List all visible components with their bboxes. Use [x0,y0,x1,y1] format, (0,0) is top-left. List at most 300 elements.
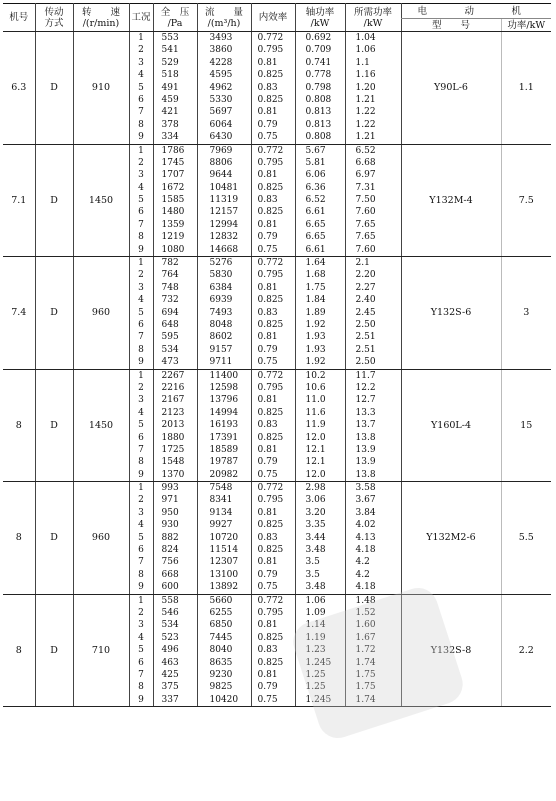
table-cell: 10.6 [305,382,326,393]
table-cell: 7 [138,107,144,118]
table-cell: 12.1 [305,444,326,455]
table-cell: 1.64 [305,258,326,269]
table-body [3,32,551,707]
table-cell: 0.772 [257,370,284,381]
table-cell: 3.58 [355,483,376,494]
table-cell: 1548 [161,457,185,468]
table-cell: 0.772 [257,145,284,156]
table-cell: 6.52 [355,145,376,156]
table-cell: 7.65 [355,219,376,230]
table-cell: 4 [138,182,144,193]
table-cell: 7.31 [355,182,376,193]
table-cell: 12.0 [305,469,326,480]
pressure-list [153,144,197,257]
table-cell: 0.825 [257,94,284,105]
table-cell: 13.8 [355,432,376,443]
motor-power-cell: 15 [501,369,551,482]
table-cell: 1.75 [355,669,376,680]
table-cell: 3493 [209,33,233,43]
table-cell: 6 [138,545,144,556]
table-cell: 9644 [209,170,233,181]
table-cell: 5 [138,195,144,206]
table-cell: 668 [161,569,179,580]
table-cell: 0.81 [257,444,278,455]
table-cell: 11400 [209,370,239,381]
table-cell: 473 [161,357,179,368]
table-row [3,257,551,370]
table-cell: 4.2 [355,557,370,568]
table-cell: 7969 [209,145,233,156]
table-cell: 8 [138,569,144,580]
table-cell: 6939 [209,295,233,306]
table-cell: 950 [161,507,179,518]
table-cell: 1359 [161,219,185,230]
table-cell: 1.84 [305,295,326,306]
fan-performance-sheet [3,3,551,707]
table-cell: 4 [138,632,144,643]
table-cell: 5276 [209,258,233,269]
table-cell: 0.825 [257,182,284,193]
shaft-power-list [295,257,345,370]
fan-performance-table [3,3,551,707]
table-cell: 1 [138,33,144,43]
table-cell: 2.20 [355,270,376,281]
table-cell: 732 [161,295,179,306]
table-cell: 8602 [209,332,233,343]
table-cell: 1.52 [355,607,376,618]
table-cell: 0.692 [305,33,332,43]
table-cell: 1.14 [305,620,326,631]
header-condition: 工况 [129,4,153,32]
condition-list [129,369,153,482]
table-cell: 491 [161,82,179,93]
table-cell: 1 [138,370,144,381]
drive-cell: D [35,594,73,707]
table-cell: 0.83 [257,645,278,656]
table-cell: 764 [161,270,179,281]
drive-cell: D [35,257,73,370]
table-cell: 0.79 [257,232,278,243]
table-cell: 1.21 [355,132,376,143]
pressure-list [153,369,197,482]
table-cell: 1.245 [305,657,332,668]
motor-power-cell: 3 [501,257,551,370]
table-cell: 4.2 [355,569,370,580]
motor-power-cell: 5.5 [501,482,551,595]
table-cell: 0.795 [257,495,284,506]
table-cell: 7 [138,669,144,680]
table-cell: 1.20 [355,82,376,93]
table-cell: 756 [161,557,179,568]
table-cell: 6 [138,207,144,218]
table-cell: 694 [161,307,179,318]
table-cell: 0.75 [257,357,278,368]
speed-cell: 710 [73,594,129,707]
table-cell: 3.35 [305,520,326,531]
table-cell: 2167 [161,395,185,406]
table-cell: 3.44 [305,532,326,543]
table-cell: 1.25 [305,682,326,693]
table-cell: 5.81 [305,157,326,168]
table-cell: 1370 [161,469,185,480]
speed-cell: 1450 [73,369,129,482]
table-cell: 1.93 [305,332,326,343]
table-cell: 1672 [161,182,185,193]
table-cell: 4.02 [355,520,376,531]
table-cell: 5660 [209,595,233,606]
table-cell: 19787 [209,457,239,468]
drive-cell: D [35,369,73,482]
table-cell: 1.92 [305,319,326,330]
table-cell: 0.741 [305,57,332,68]
table-cell: 8635 [209,657,233,668]
table-cell: 10420 [209,694,239,705]
header-model: 机号 [3,4,35,32]
table-row [3,369,551,482]
table-cell: 2.51 [355,332,376,343]
table-cell: 11.9 [305,420,326,431]
table-cell: 0.825 [257,207,284,218]
table-cell: 2.50 [355,319,376,330]
flow-list [197,482,251,595]
table-row [3,594,551,707]
drive-cell: D [35,482,73,595]
shaft-power-list [295,482,345,595]
table-cell: 2.40 [355,295,376,306]
table-cell: 6 [138,94,144,105]
table-cell: 3 [138,282,144,293]
model-cell: 7.1 [3,144,35,257]
table-cell: 6064 [209,119,233,130]
table-cell: 3 [138,170,144,181]
table-cell: 1745 [161,157,185,168]
table-cell: 1725 [161,444,185,455]
table-cell: 5 [138,420,144,431]
table-cell: 13.9 [355,457,376,468]
table-cell: 13796 [209,395,239,406]
table-cell: 7.60 [355,244,376,255]
table-cell: 0.79 [257,119,278,130]
table-cell: 6.97 [355,170,376,181]
table-cell: 0.75 [257,694,278,705]
table-cell: 8806 [209,157,233,168]
table-cell: 1.92 [305,357,326,368]
flow-list [197,32,251,145]
table-cell: 3.5 [305,569,320,580]
table-cell: 0.825 [257,657,284,668]
table-cell: 13.8 [355,469,376,480]
drive-cell: D [35,144,73,257]
table-cell: 7 [138,444,144,455]
table-cell: 534 [161,620,179,631]
table-cell: 5697 [209,107,233,118]
table-cell: 4.13 [355,532,376,543]
table-cell: 18589 [209,444,239,455]
header-motor-type: 型 号 [401,19,501,32]
table-cell: 1.04 [355,33,376,43]
efficiency-list [251,594,295,707]
drive-cell: D [35,32,73,145]
header-motor-power: 功率/kW [501,19,551,32]
table-cell: 421 [161,107,179,118]
table-cell: 5 [138,307,144,318]
table-cell: 0.83 [257,420,278,431]
table-cell: 9 [138,244,144,255]
efficiency-list [251,257,295,370]
table-cell: 2 [138,382,144,393]
table-cell: 0.825 [257,432,284,443]
table-cell: 1.93 [305,344,326,355]
table-cell: 12832 [209,232,239,243]
table-cell: 8 [138,682,144,693]
table-cell: 1.75 [355,682,376,693]
header-pressure: 全 压 /Pa [153,4,197,32]
model-cell: 8 [3,594,35,707]
table-cell: 0.75 [257,244,278,255]
efficiency-list [251,369,295,482]
table-cell: 0.79 [257,569,278,580]
required-power-list [345,369,401,482]
table-cell: 3.67 [355,495,376,506]
required-power-list [345,482,401,595]
table-cell: 1.16 [355,70,376,81]
table-cell: 1.245 [305,694,332,705]
table-cell: 0.79 [257,344,278,355]
table-cell: 9 [138,694,144,705]
motor-power-cell: 7.5 [501,144,551,257]
table-cell: 1.67 [355,632,376,643]
table-cell: 0.81 [257,620,278,631]
table-cell: 463 [161,657,179,668]
table-cell: 0.75 [257,132,278,143]
table-cell: 6850 [209,620,233,631]
table-cell: 534 [161,344,179,355]
table-cell: 0.83 [257,307,278,318]
table-cell: 523 [161,632,179,643]
table-cell: 7.50 [355,195,376,206]
header-motor: 电 动 机 [401,4,551,19]
table-cell: 7.65 [355,232,376,243]
table-cell: 0.772 [257,483,284,494]
speed-cell: 960 [73,257,129,370]
table-cell: 0.772 [257,258,284,269]
table-cell: 1 [138,258,144,269]
table-cell: 7 [138,332,144,343]
efficiency-list [251,144,295,257]
table-cell: 12.0 [305,432,326,443]
table-cell: 1.74 [355,694,376,705]
flow-list [197,257,251,370]
table-cell: 0.81 [257,219,278,230]
table-cell: 4 [138,520,144,531]
motor-type-cell: Y132S-8 [401,594,501,707]
model-cell: 8 [3,482,35,595]
table-cell: 5830 [209,270,233,281]
table-cell: 2267 [161,370,185,381]
table-cell: 558 [161,595,179,606]
table-row [3,482,551,595]
table-cell: 1.19 [305,632,326,643]
table-cell: 8048 [209,319,233,330]
motor-type-cell: Y90L-6 [401,32,501,145]
table-cell: 648 [161,319,179,330]
table-cell: 0.825 [257,632,284,643]
table-cell: 1707 [161,170,185,181]
table-cell: 2 [138,270,144,281]
table-cell: 13100 [209,569,239,580]
table-cell: 13892 [209,582,239,593]
table-cell: 7493 [209,307,233,318]
table-cell: 1.21 [355,94,376,105]
table-cell: 9157 [209,344,233,355]
table-cell: 0.79 [257,457,278,468]
table-cell: 0.795 [257,157,284,168]
table-cell: 1.1 [355,57,370,68]
table-cell: 8 [138,232,144,243]
table-cell: 0.808 [305,132,332,143]
table-cell: 334 [161,132,179,143]
table-cell: 6.61 [305,244,326,255]
condition-list [129,594,153,707]
table-cell: 0.81 [257,669,278,680]
table-cell: 0.825 [257,70,284,81]
table-cell: 1219 [161,232,185,243]
flow-list [197,594,251,707]
table-cell: 600 [161,582,179,593]
motor-type-cell: Y132M-4 [401,144,501,257]
table-cell: 7548 [209,483,233,494]
table-cell: 5.67 [305,145,326,156]
table-cell: 0.813 [305,107,332,118]
table-cell: 0.75 [257,582,278,593]
table-cell: 375 [161,682,179,693]
table-cell: 9134 [209,507,233,518]
table-cell: 2 [138,495,144,506]
table-cell: 930 [161,520,179,531]
table-cell: 0.798 [305,82,332,93]
table-cell: 6 [138,319,144,330]
table-cell: 4.18 [355,582,376,593]
table-cell: 2.50 [355,357,376,368]
table-cell: 13.3 [355,407,376,418]
table-cell: 1.89 [305,307,326,318]
pressure-list [153,594,197,707]
table-cell: 10.2 [305,370,326,381]
model-cell: 8 [3,369,35,482]
table-cell: 9 [138,357,144,368]
table-cell: 1.06 [355,45,376,56]
table-cell: 4962 [209,82,233,93]
table-cell: 0.772 [257,595,284,606]
table-cell: 0.825 [257,545,284,556]
table-cell: 971 [161,495,179,506]
table-cell: 3.20 [305,507,326,518]
table-cell: 1.25 [305,669,326,680]
table-cell: 2.51 [355,344,376,355]
table-cell: 0.795 [257,382,284,393]
table-cell: 6384 [209,282,233,293]
table-cell: 16193 [209,420,239,431]
table-cell: 748 [161,282,179,293]
table-cell: 9825 [209,682,233,693]
table-cell: 12.7 [355,395,376,406]
table-cell: 3 [138,507,144,518]
table-cell: 0.825 [257,407,284,418]
shaft-power-list [295,369,345,482]
table-cell: 5 [138,645,144,656]
table-cell: 4 [138,70,144,81]
table-cell: 14994 [209,407,239,418]
table-cell: 0.825 [257,319,284,330]
table-cell: 6 [138,657,144,668]
table-cell: 0.79 [257,682,278,693]
speed-cell: 910 [73,32,129,145]
table-cell: 4 [138,407,144,418]
table-cell: 3.84 [355,507,376,518]
motor-power-cell: 1.1 [501,32,551,145]
table-header [3,4,551,32]
table-cell: 6.65 [305,219,326,230]
table-cell: 0.795 [257,270,284,281]
table-cell: 2.27 [355,282,376,293]
table-cell: 7 [138,557,144,568]
table-cell: 496 [161,645,179,656]
table-cell: 0.795 [257,607,284,618]
table-cell: 12598 [209,382,239,393]
table-cell: 2.98 [305,483,326,494]
speed-cell: 1450 [73,144,129,257]
table-cell: 0.83 [257,82,278,93]
table-cell: 1880 [161,432,185,443]
table-cell: 1.75 [305,282,326,293]
efficiency-list [251,32,295,145]
table-cell: 1585 [161,195,185,206]
table-cell: 0.81 [257,170,278,181]
table-cell: 6.61 [305,207,326,218]
table-cell: 0.81 [257,507,278,518]
table-cell: 11.7 [355,370,376,381]
table-cell: 2 [138,157,144,168]
condition-list [129,482,153,595]
table-cell: 529 [161,57,179,68]
table-cell: 425 [161,669,179,680]
header-required-power: 所需功率 /kW [345,4,401,32]
table-cell: 4 [138,295,144,306]
table-cell: 0.825 [257,295,284,306]
table-cell: 6.06 [305,170,326,181]
table-cell: 3.06 [305,495,326,506]
table-cell: 11319 [209,195,239,206]
table-cell: 1.22 [355,119,376,130]
model-cell: 6.3 [3,32,35,145]
table-cell: 6430 [209,132,233,143]
table-cell: 6.68 [355,157,376,168]
header-speed: 转 速 /(r/min) [73,4,129,32]
table-cell: 2216 [161,382,185,393]
motor-type-cell: Y160L-4 [401,369,501,482]
table-cell: 12994 [209,219,239,230]
table-cell: 1 [138,145,144,156]
table-cell: 3.48 [305,545,326,556]
table-cell: 12.2 [355,382,376,393]
model-cell: 7.4 [3,257,35,370]
table-cell: 3.5 [305,557,320,568]
table-cell: 0.825 [257,520,284,531]
table-cell: 7445 [209,632,233,643]
table-cell: 12.1 [305,457,326,468]
table-cell: 2.45 [355,307,376,318]
motor-type-cell: Y132S-6 [401,257,501,370]
